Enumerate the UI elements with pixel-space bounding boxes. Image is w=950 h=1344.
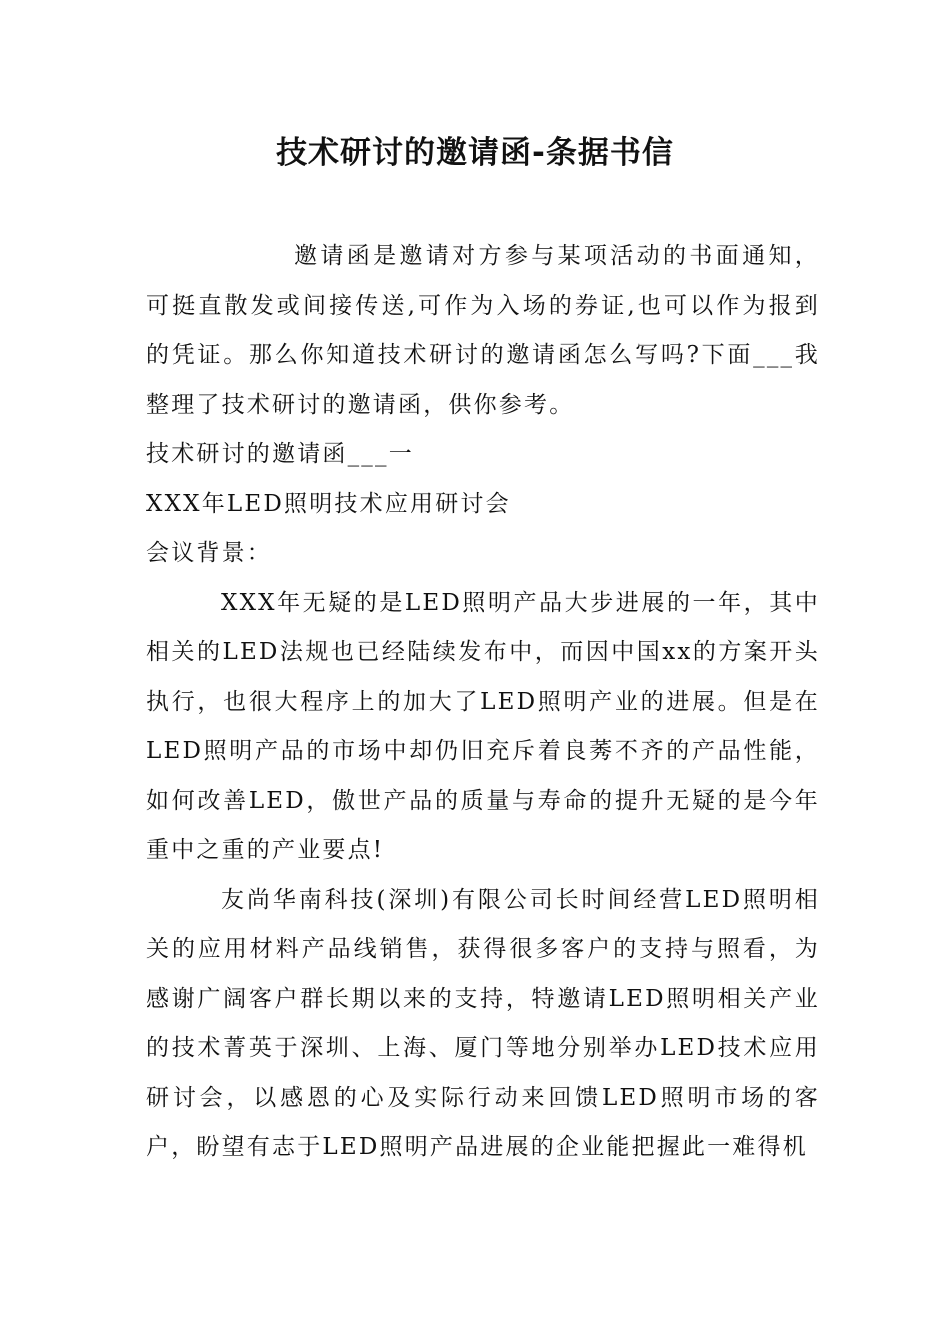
company-paragraph: 友尚华南科技(深圳)有限公司长时间经营LED照明相关的应用材料产品线销售，获得很多客户的支持与照看，为感谢广阔客户群长期以来的支持，特邀请LED照明相关产业的技术菁英于深圳、上海、厦门等地分别举办LED技术应用研讨会，以感恩的心及实际行动来回馈LED照明市场的客户，盼望有志于LED照明产品进展的企业能把握此一难得机 <box>146 886 820 1160</box>
event-name: XXX年LED照明技术应用研讨会 <box>146 490 511 517</box>
background-heading: 会议背景： <box>146 540 272 566</box>
document-body <box>146 232 820 1173</box>
intro-paragraph: 邀请函是邀请对方参与某项活动的书面通知，可挺直散发或间接传送,可作为入场的券证,也可以作为报到的凭证。那么你知道技术研讨的邀请函怎么写吗?下面___我整理了技术研讨的邀请函，供你参考。 <box>146 243 820 418</box>
section-heading: 技术研讨的邀请函___一 <box>146 441 414 467</box>
document-title: 技术研讨的邀请函-条据书信 <box>276 135 674 171</box>
background-paragraph: XXX年无疑的是LED照明产品大步进展的一年，其中相关的LED法规也已经陆续发布中，而因中国xx的方案开头执行，也很大程序上的加大了LED照明产业的进展。但是在LED照明产品的市场中却仍旧充斥着良莠不齐的产品性能，如何改善LED，傲世产品的质量与寿命的提升无疑的是今年重中之重的产业要点! <box>146 589 820 863</box>
